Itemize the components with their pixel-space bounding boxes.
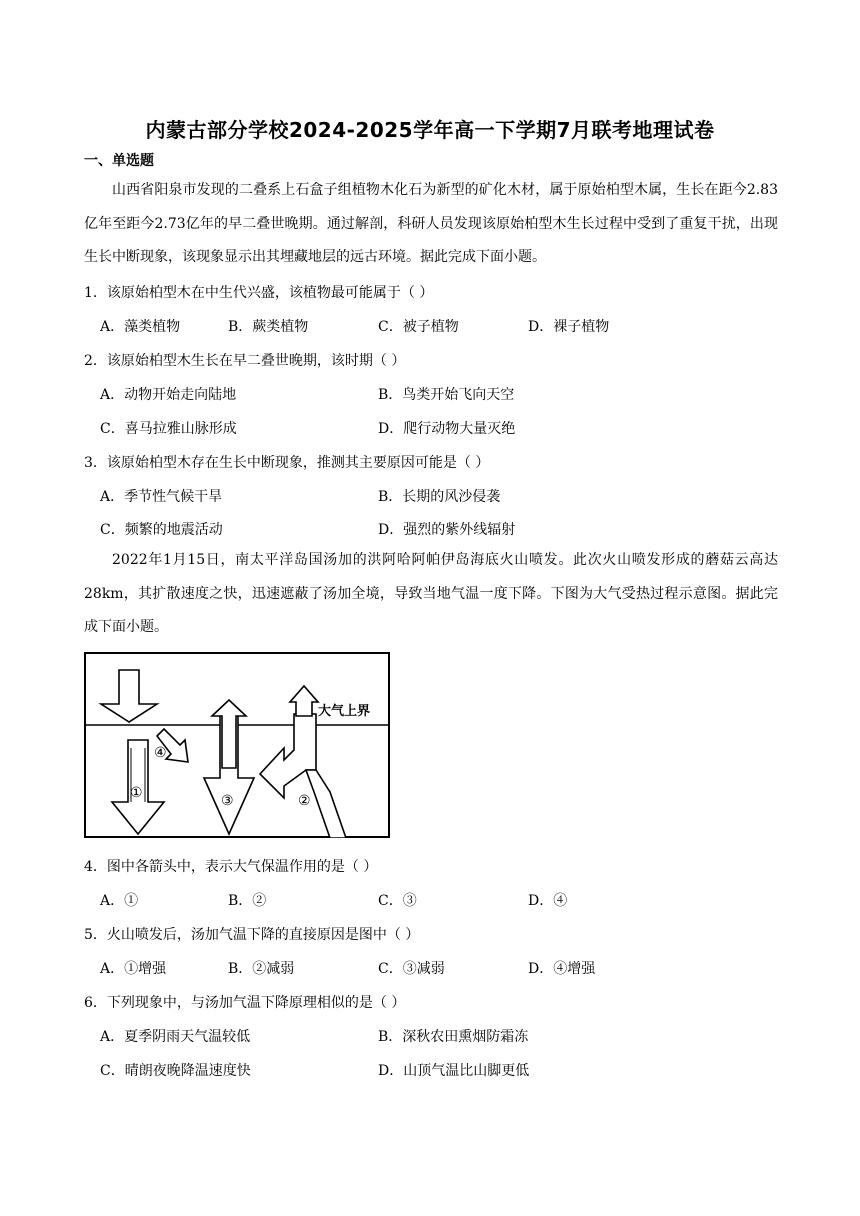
question-6-option-c: C．晴朗夜晚降温速度快 bbox=[100, 1063, 251, 1079]
question-1-option-a: A．藻类植物 bbox=[100, 319, 181, 335]
label-atmosphere-top: 大气上界 bbox=[318, 704, 371, 719]
question-3-option-d: D．强烈的紫外线辐射 bbox=[378, 522, 516, 538]
question-1-option-b: B．蕨类植物 bbox=[228, 319, 309, 335]
question-5-option-d: D．④增强 bbox=[528, 961, 596, 977]
question-4-option-b: B．② bbox=[228, 893, 267, 909]
label-arrow-1: ① bbox=[130, 785, 143, 801]
question-6-stem: 6．下列现象中，与汤加气温下降原理相似的是（ ） bbox=[84, 995, 406, 1011]
question-6-option-d: D．山顶气温比山脚更低 bbox=[378, 1063, 530, 1079]
question-2-stem: 2．该原始柏型木生长在早二叠世晚期，该时期（ ） bbox=[84, 353, 406, 369]
question-5-option-a: A．①增强 bbox=[100, 961, 167, 977]
atmosphere-heating-diagram bbox=[84, 652, 390, 838]
question-4-option-c: C．③ bbox=[378, 893, 417, 909]
question-2-option-d: D．爬行动物大量灭绝 bbox=[378, 421, 516, 437]
question-3-option-a: A．季节性气候干旱 bbox=[100, 489, 223, 505]
page-title: 内蒙古部分学校2024-2025学年高一下学期7月联考地理试卷 bbox=[145, 118, 715, 142]
passage-2: 2022年1月15日，南太平洋岛国汤加的洪阿哈阿帕伊岛海底火山喷发。此次火山喷发形成的蘑菇云高达28km，其扩散速度之快，迅速遮蔽了汤加全境，导致当地气温一度下降。下图为大气受热过程示意图。据此完成下面小题。 bbox=[84, 552, 778, 635]
question-3-stem: 3．该原始柏型木存在生长中断现象，推测其主要原因可能是（ ） bbox=[84, 455, 490, 471]
question-4-stem: 4．图中各箭头中，表示大气保温作用的是（ ） bbox=[84, 859, 378, 875]
question-2-option-b: B．鸟类开始飞向天空 bbox=[378, 387, 515, 403]
label-arrow-4: ④ bbox=[154, 745, 167, 761]
question-5-stem: 5．火山喷发后，汤加气温下降的直接原因是图中（ ） bbox=[84, 927, 420, 943]
question-3-option-b: B．长期的风沙侵袭 bbox=[378, 489, 501, 505]
question-5-option-c: C．③减弱 bbox=[378, 961, 445, 977]
question-2-option-c: C．喜马拉雅山脉形成 bbox=[100, 421, 237, 437]
question-2-option-a: A．动物开始走向陆地 bbox=[100, 387, 237, 403]
label-arrow-3: ③ bbox=[221, 793, 234, 809]
question-4-option-a: A．① bbox=[100, 893, 139, 909]
question-3-option-c: C．频繁的地震活动 bbox=[100, 522, 223, 538]
question-5-option-b: B．②减弱 bbox=[228, 961, 295, 977]
question-6-option-a: A．夏季阴雨天气温较低 bbox=[100, 1029, 251, 1045]
passage-1: 山西省阳泉市发现的二叠系上石盒子组植物木化石为新型的矿化木材，属于原始柏型木属，生长在距今2.83亿年至距今2.73亿年的早二叠世晚期。通过解剖，科研人员发现该原始柏型木生长过程中受到了重复干扰，出现生长中断现象，该现象显示出其埋藏地层的远古环境。据此完成下面小题。 bbox=[84, 182, 778, 265]
question-1-stem: 1．该原始柏型木在中生代兴盛，该植物最可能属于（ ） bbox=[84, 285, 434, 301]
question-1-option-d: D．裸子植物 bbox=[528, 319, 610, 335]
question-4-option-d: D．④ bbox=[528, 893, 568, 909]
section-heading: 一、单选题 bbox=[84, 153, 154, 169]
label-arrow-2: ② bbox=[298, 793, 311, 809]
question-1-option-c: C．被子植物 bbox=[378, 319, 459, 335]
question-6-option-b: B．深秋农田熏烟防霜冻 bbox=[378, 1029, 529, 1045]
